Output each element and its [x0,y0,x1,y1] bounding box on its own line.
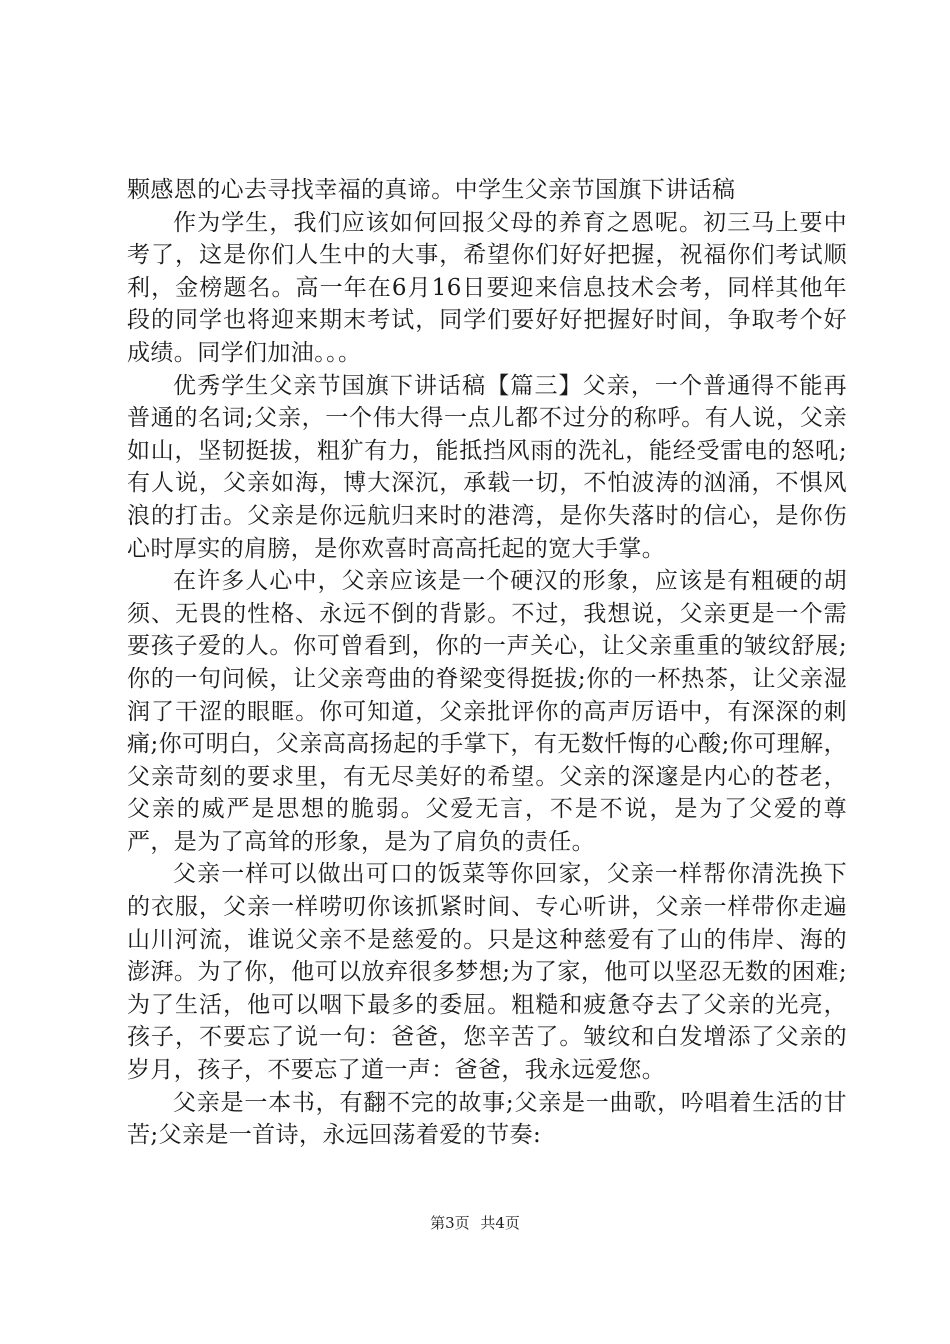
paragraph-2: 作为学生，我们应该如何回报父母的养育之恩呢。初三马上要中考了，这是你们人生中的大事，希望你们好好把握，祝福你们考试顺利，金榜题名。高一年在6月16日要迎来信息技术会考，同样其他年段的同学也将迎来期末考试，同学们要好好把握好时间，争取考个好成绩。同学们加油。。。 [127,209,847,366]
paragraph-4: 在许多人心中，父亲应该是一个硬汉的形象，应该是有粗硬的胡须、无畏的性格、永远不倒的背影。不过，我想说，父亲更是一个需要孩子爱的人。你可曾看到，你的一声关心，让父亲重重的皱纹舒展;你的一句问候，让父亲弯曲的脊梁变得挺拔;你的一杯热茶，让父亲湿润了干涩的眼眶。你可知道，父亲批评你的高声厉语中，有深深的刺痛;你可明白，父亲高高扬起的手掌下，有无数忏悔的心酸;你可理解，父亲苛刻的要求里，有无尽美好的希望。父亲的深邃是内心的苍老，父亲的威严是思想的脆弱。父爱无言，不是不说，是为了父爱的尊严，是为了高耸的形象，是为了肩负的责任。 [127,568,847,855]
paragraph-3: 优秀学生父亲节国旗下讲话稿【篇三】父亲，一个普通得不能再普通的名词;父亲，一个伟大得一点儿都不过分的称呼。有人说，父亲如山，坚韧挺拔，粗犷有力，能抵挡风雨的洗礼，能经受雷电的怒吼;有人说，父亲如海，博大深沉，承载一切，不怕波涛的汹涌，不惧风浪的打击。父亲是你远航归来时的港湾，是你失落时的信心，是你伤心时厚实的肩膀，是你欢喜时高高托起的宽大手掌。 [127,372,847,562]
paragraph-1: 颗感恩的心去寻找幸福的真谛。中学生父亲节国旗下讲话稿 [127,177,736,203]
page-number-footer: 第3页 共4页 [430,1214,520,1232]
document-body [127,174,847,1152]
paragraph-5: 父亲一样可以做出可口的饭菜等你回家，父亲一样帮你清洗换下的衣服，父亲一样唠叨你该抓紧时间、专心听讲，父亲一样带你走遍山川河流，谁说父亲不是慈爱的。只是这种慈爱有了山的伟岸、海的澎湃。为了你，他可以放弃很多梦想;为了家，他可以坚忍无数的困难;为了生活，他可以咽下最多的委屈。粗糙和疲惫夺去了父亲的光亮，孩子，不要忘了说一句：爸爸，您辛苦了。皱纹和白发增添了父亲的岁月，孩子，不要忘了道一声：爸爸，我永远爱您。 [127,861,847,1084]
paragraph-6: 父亲是一本书，有翻不完的故事;父亲是一曲歌，吟唱着生活的甘苦;父亲是一首诗，永远回荡着爱的节奏: [127,1089,847,1149]
